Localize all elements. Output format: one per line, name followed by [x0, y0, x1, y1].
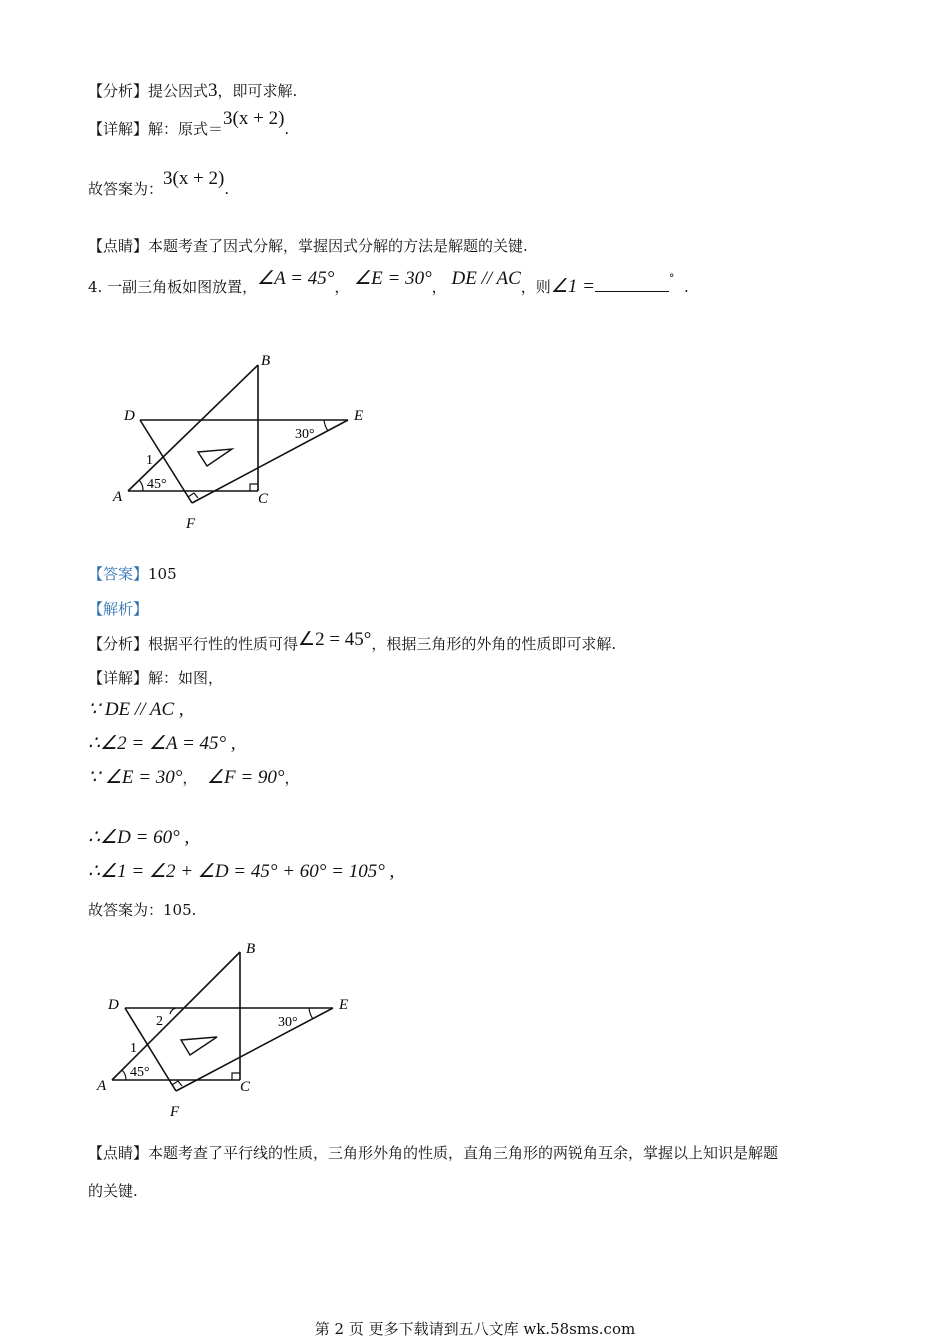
answer-value: 105 — [148, 565, 177, 583]
answer-tag: 【答案】 — [88, 565, 149, 583]
solution-analysis — [88, 629, 617, 655]
label-C: C — [240, 1079, 251, 1095]
label-C: C — [258, 491, 269, 507]
answer-end: . — [224, 180, 230, 198]
answer-prefix: 故答案为： — [88, 180, 164, 198]
step-3c: ∠F = 90° — [206, 767, 285, 788]
step-3a: ∵ ∠E = 30° — [88, 767, 183, 788]
sol-detail-tag: 【详解】 — [88, 669, 149, 687]
comment2-line2: 的关键. — [88, 1182, 138, 1200]
detail-expr: 3(x + 2) — [223, 108, 285, 129]
q4-sep1: ， — [334, 278, 350, 296]
q4-prefix: 4. 一副三角板如图放置， — [88, 278, 258, 296]
sol-analysis-pre: 根据平行性的性质可得 — [148, 635, 299, 653]
step-3 — [88, 766, 300, 789]
figure-1 — [100, 345, 390, 535]
label-E: E — [354, 408, 364, 424]
analysis-end: ，即可求解. — [217, 82, 298, 100]
s1-detail — [88, 108, 290, 140]
label-2: 2 — [156, 1014, 163, 1029]
s1-analysis — [88, 80, 297, 102]
label-D: D — [108, 997, 119, 1013]
analysis-num: 3 — [208, 80, 218, 101]
q4-degree: ° — [668, 272, 675, 285]
comment2-text1: 本题考查了平行线的性质，三角形外角的性质，直角三角形的两锐角互余，掌握以上知识是解题 — [148, 1144, 779, 1162]
label-A: A — [97, 1078, 107, 1094]
analysis-tag: 【分析】 — [88, 82, 149, 100]
comment2-line1 — [88, 1142, 778, 1163]
q4-ask: ∠1 = — [550, 276, 595, 297]
label-30: 30° — [278, 1015, 298, 1030]
q4-cond2: ∠E = 30° — [354, 268, 432, 289]
q4-cond3: DE // AC — [451, 268, 521, 289]
label-45: 45° — [147, 477, 167, 492]
sol-analysis-post: ，根据三角形的外角的性质即可求解. — [371, 635, 617, 653]
label-A: A — [113, 489, 123, 505]
detail-tag: 【详解】 — [88, 120, 149, 138]
step-3b: ， — [182, 769, 198, 787]
figure-2 — [90, 935, 380, 1125]
label-F: F — [186, 516, 196, 532]
q4-sep3: ，则 — [520, 278, 551, 296]
sol-analysis-expr: ∠2 = 45° — [298, 629, 372, 650]
label-E: E — [339, 997, 349, 1013]
label-30: 30° — [295, 427, 315, 442]
step-2: ∴∠2 = ∠A = 45° , — [88, 733, 236, 754]
q4-end: . — [683, 278, 689, 296]
label-45: 45° — [130, 1065, 150, 1080]
label-D: D — [124, 408, 135, 424]
q4-cond1: ∠A = 45° — [257, 268, 335, 289]
s1-comment — [88, 235, 528, 256]
label-B: B — [261, 353, 271, 369]
label-F: F — [170, 1104, 180, 1120]
comment-text: 本题考查了因式分解，掌握因式分解的方法是解题的关键. — [148, 237, 528, 255]
comment2-tag: 【点睛】 — [88, 1144, 149, 1162]
detail-end: . — [284, 120, 290, 138]
step-4: ∴∠D = 60° , — [88, 827, 190, 848]
label-1: 1 — [130, 1041, 137, 1056]
page-footer: 第 2 页 更多下载请到五八文库 wk.58sms.com — [314, 1320, 636, 1338]
step-3d: ， — [284, 769, 300, 787]
q4-stem — [88, 268, 689, 298]
answer-expr: 3(x + 2) — [163, 168, 225, 189]
comment-tag: 【点睛】 — [88, 237, 149, 255]
step-1: ∵ DE // AC , — [88, 699, 184, 720]
detail-text: 解：原式＝ — [148, 120, 224, 138]
analysis-text: 提公因式 — [148, 82, 209, 100]
label-1: 1 — [146, 453, 153, 468]
solution-detail — [88, 667, 223, 688]
q4-sep2: ， — [431, 278, 447, 296]
solution-tag: 【解析】 — [88, 600, 149, 618]
answer-blank — [595, 277, 669, 292]
sol-detail-text: 解：如图， — [148, 669, 224, 687]
step-5: ∴∠1 = ∠2 + ∠D = 45° + 60° = 105° , — [88, 861, 395, 882]
answer-line — [88, 563, 177, 584]
sol-analysis-tag: 【分析】 — [88, 635, 149, 653]
s1-answer — [88, 168, 230, 200]
label-B: B — [246, 941, 256, 957]
final-answer: 故答案为：105. — [88, 901, 197, 919]
